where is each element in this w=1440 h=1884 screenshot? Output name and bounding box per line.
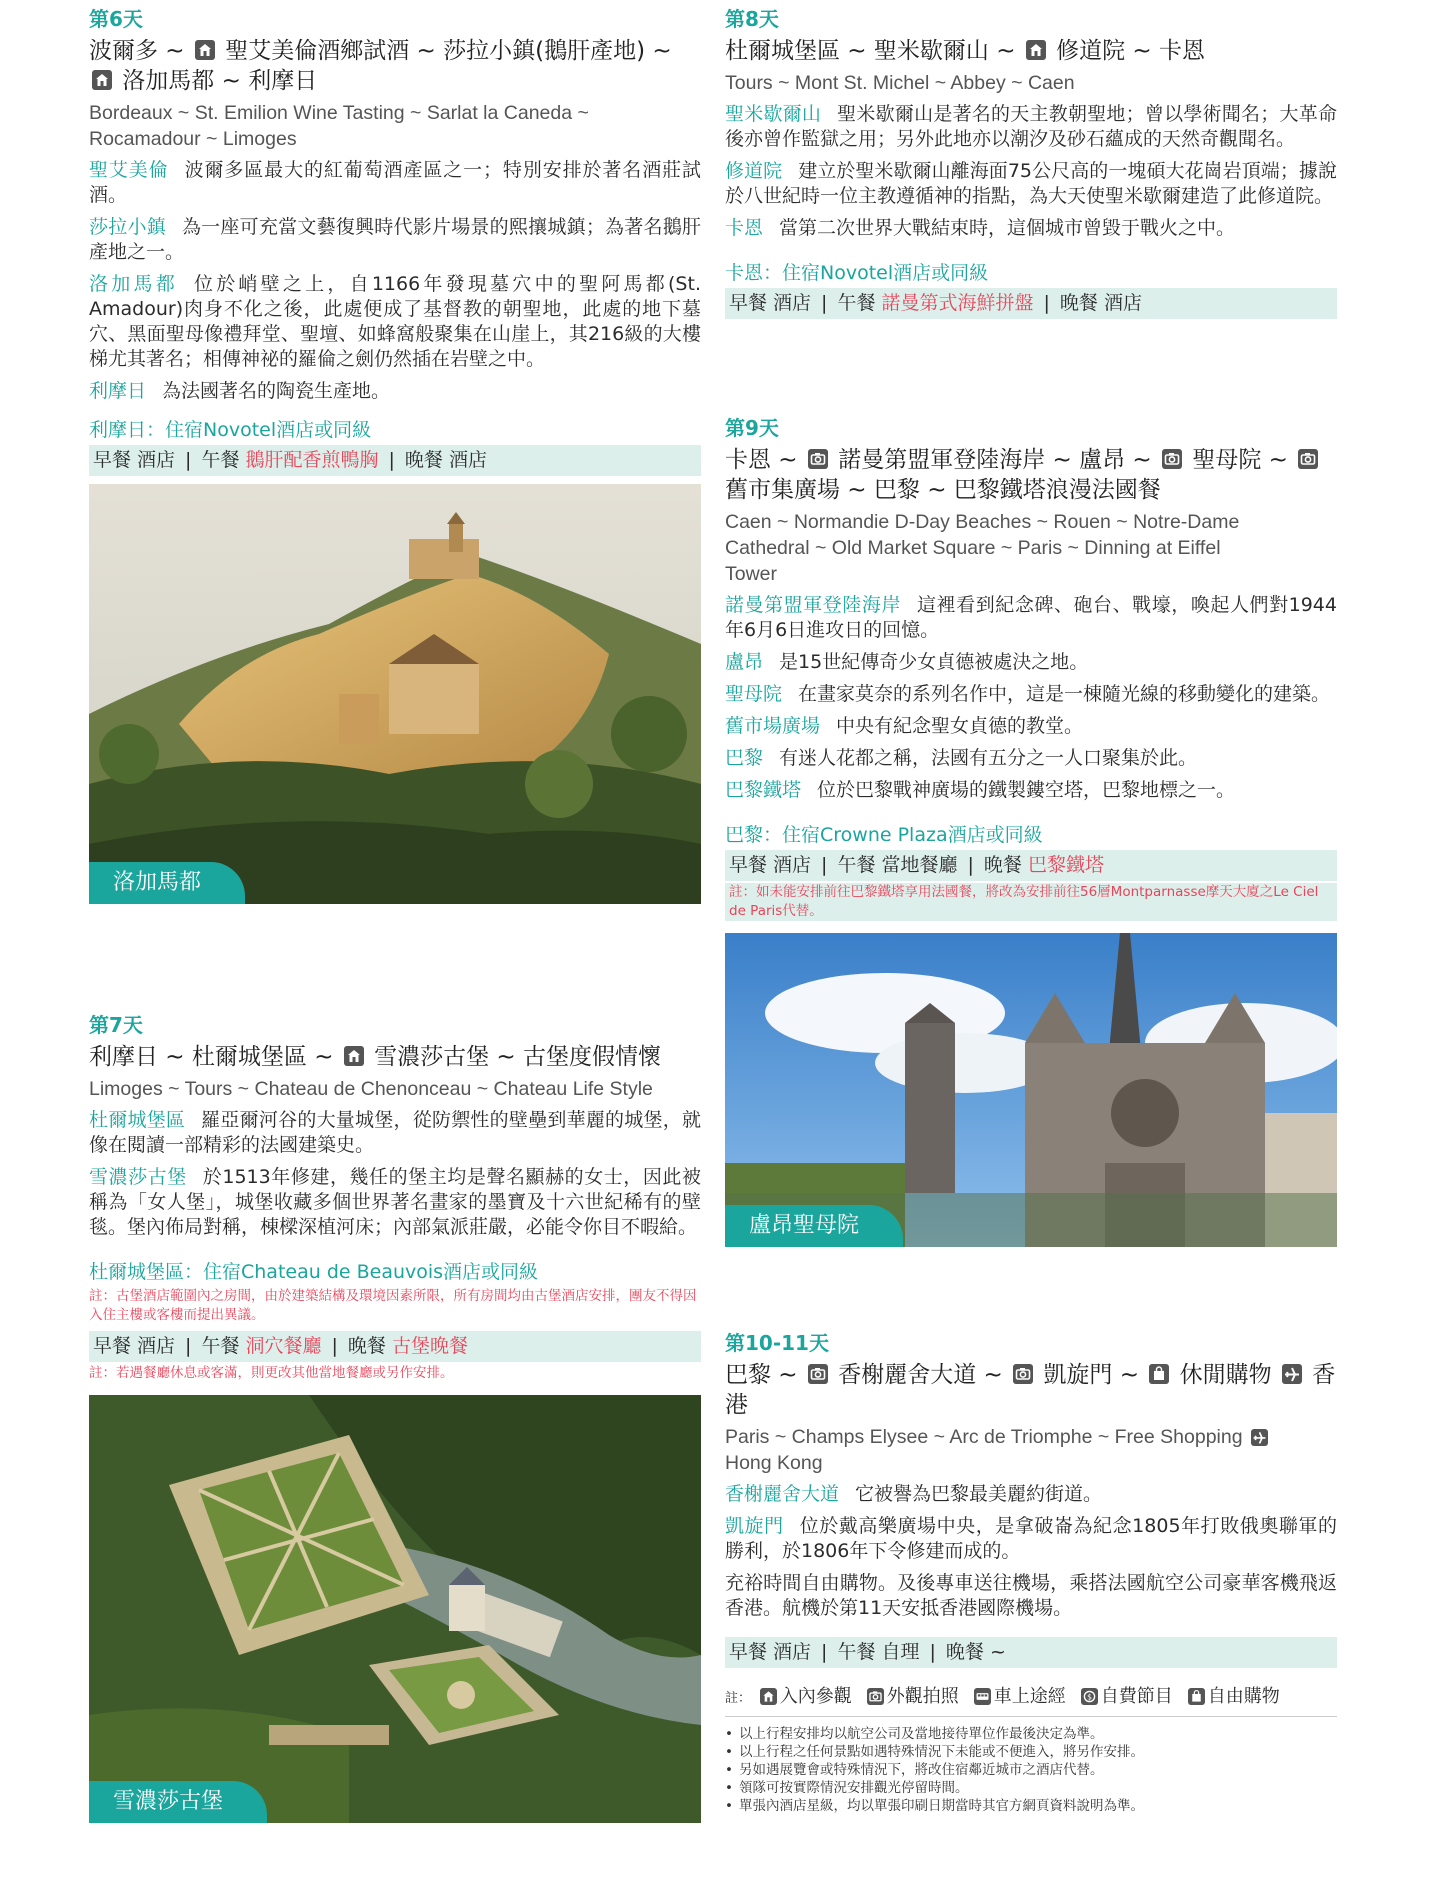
dinner: 晚餐 酒店	[404, 449, 487, 471]
route-segment: 卡恩 ~	[725, 447, 805, 473]
lunch: 午餐	[837, 292, 882, 314]
sight-description	[725, 159, 1337, 209]
house-icon	[1026, 40, 1046, 60]
legend-item	[757, 1686, 852, 1707]
day8-section	[725, 6, 1337, 319]
rouen-photo	[725, 933, 1337, 1247]
sight-text: 是15世紀傳奇少女貞德被處決之地。	[779, 651, 1089, 673]
route-segment: 修道院 ~ 卡恩	[1048, 38, 1206, 64]
footnote: • 領隊可按實際情況安排觀光停留時間。	[725, 1779, 1337, 1797]
sight-name: 巴黎	[725, 747, 764, 769]
day7-route	[89, 1042, 701, 1072]
house-icon	[195, 40, 215, 60]
day6-items	[89, 158, 701, 404]
route-segment: 波爾多 ~	[89, 38, 192, 64]
sight-text: 位於巴黎戰神廣場的鐵製鏤空塔，巴黎地標之一。	[817, 779, 1236, 801]
dinner: 晚餐 ~	[945, 1641, 1006, 1663]
sight-name: 盧昂	[725, 651, 764, 673]
camera-icon	[808, 1364, 828, 1384]
sight-name: 杜爾城堡區	[89, 1109, 186, 1131]
route-segment: 聖母院 ~	[1185, 447, 1296, 473]
sight-name: 莎拉小鎮	[89, 216, 166, 238]
camera-icon	[808, 449, 828, 469]
sight-name: 利摩日	[89, 380, 147, 402]
day7-title: 第7天	[89, 1013, 143, 1037]
day6-meals: 早餐 酒店 | 午餐 鵝肝配香煎鴨胸 | 晚餐 酒店	[89, 445, 701, 476]
lunch-highlight: 洞穴餐廳	[245, 1335, 322, 1357]
route-segment: 聖艾美倫酒鄉試酒 ~ 莎拉小鎮(鵝肝產地) ~	[217, 38, 672, 64]
photo-caption: 洛加馬都	[89, 862, 245, 904]
route-segment: 杜爾城堡區 ~ 聖米歇爾山 ~	[725, 38, 1023, 64]
sight-description	[725, 1514, 1337, 1564]
route-segment: 雪濃莎古堡 ~ 古堡度假情懷	[366, 1044, 662, 1070]
day9-stay: 巴黎：住宿Crowne Plaza酒店或同級	[725, 824, 1043, 846]
day8-stay: 卡恩：住宿Novotel酒店或同級	[725, 262, 989, 284]
sight-text: 充裕時間自由購物。及後專車送往機場，乘搭法國航空公司豪華客機飛返香港。航機於第11天安抵香港國際機場。	[725, 1572, 1337, 1619]
photo-caption: 雪濃莎古堡	[89, 1781, 267, 1823]
lunch-highlight: 鵝肝配香煎鴨胸	[245, 449, 379, 471]
footnote: • 單張內酒店星級，均以單張印刷日期當時其官方網頁資料說明為準。	[725, 1797, 1337, 1815]
footnote: • 以上行程之任何景點如遇特殊情況下未能或不便進入，將另作安排。	[725, 1743, 1337, 1761]
day10-title: 第10-11天	[725, 1331, 829, 1355]
sight-name: 巴黎鐵塔	[725, 779, 802, 801]
dinner: 晚餐	[983, 854, 1028, 876]
svg-text:$: $	[1086, 1692, 1092, 1702]
sight-text: 這裡看到紀念碑、砲台、戰壕，喚起人們對1944年6月6日進攻日的回憶。	[725, 594, 1337, 641]
route-segment: 舊市集廣場 ~ 巴黎 ~ 巴黎鐵塔浪漫法國餐	[725, 477, 1161, 503]
rouen-cathedral-image	[725, 933, 1337, 1247]
sight-text: 位於戴高樂廣場中央，是拿破崙為紀念1805年打敗俄奧聯軍的勝利，於1806年下令修建而成的。	[725, 1515, 1337, 1562]
day7-english-route: Limoges ~ Tours ~ Chateau de Chenonceau ~ Chateau Life Style	[89, 1078, 653, 1100]
sight-name: 香榭麗舍大道	[725, 1483, 840, 1505]
rocamadour-photo	[89, 484, 701, 904]
day7-section	[89, 1012, 701, 1823]
sight-description	[725, 714, 1337, 739]
sight-text: 有迷人花都之稱，法國有五分之一人口聚集於此。	[779, 747, 1198, 769]
sight-text: 羅亞爾河谷的大量城堡，從防禦性的壁壘到華麗的城堡，就像在閱讀一部精彩的法國建築史。	[89, 1109, 701, 1156]
day9-section	[725, 415, 1337, 1247]
camera-icon	[1162, 449, 1182, 469]
day6-route	[89, 36, 701, 96]
day9-meals: 早餐 酒店 | 午餐 當地餐廳 | 晚餐 巴黎鐵塔	[725, 850, 1337, 881]
day9-items	[725, 593, 1337, 803]
day7-meals: 早餐 酒店 | 午餐 洞穴餐廳 | 晚餐 古堡晚餐	[89, 1331, 701, 1362]
sight-text: 建立於聖米歇爾山離海面75公尺高的一塊碩大花崗岩頂端；據說於八世紀時一位主教遵循神的指點，為大天使聖米歇爾建造了此修道院。	[725, 160, 1337, 207]
route-segment: 香港	[725, 1362, 1336, 1418]
breakfast: 早餐 酒店	[93, 449, 176, 471]
rocamadour-image	[89, 484, 701, 904]
route-segment: 休閒購物	[1172, 1362, 1279, 1388]
route-segment: 香榭麗舍大道 ~	[830, 1362, 1011, 1388]
day6-english-route: Bordeaux ~ St. Emilion Wine Tasting ~ Sarlat la Caneda ~ Rocamadour ~ Limoges	[89, 102, 589, 150]
lunch: 午餐 當地餐廳	[837, 854, 958, 876]
sight-name: 雪濃莎古堡	[89, 1166, 187, 1188]
camera-icon	[1298, 449, 1318, 469]
day6-stay: 利摩日：住宿Novotel酒店或同級	[89, 419, 372, 441]
footnote: • 以上行程安排均以航空公司及當地接待單位作最後決定為準。	[725, 1725, 1337, 1743]
route-segment: 諾曼第盟軍登陸海岸 ~ 盧昂 ~	[830, 447, 1160, 473]
house-icon	[344, 1046, 364, 1066]
english-route-destination: Hong Kong	[725, 1452, 823, 1474]
day6-section	[89, 6, 701, 904]
shopping-bag-icon	[1149, 1364, 1169, 1384]
legend-text: 自由購物	[1207, 1686, 1280, 1707]
day10-section	[725, 1330, 1337, 1815]
lunch: 午餐	[201, 1335, 246, 1357]
bus-icon	[974, 1688, 991, 1705]
icon-legend	[725, 1680, 1337, 1717]
legend-text: 車上途經	[993, 1686, 1066, 1707]
day7-meals-note: 註：若遇餐廳休息或客滿，則更改其他當地餐廳或另作安排。	[89, 1365, 454, 1381]
sight-text: 於1513年修建，幾任的堡主均是聲名顯赫的女士，因此被稱為「女人堡」，城堡收藏多個世界著名畫家的墨寶及十六世紀稀有的壁毯。堡內佈局對稱，棟樑深植河床；內部氣派莊嚴，必能令你目不暇給。	[89, 1166, 701, 1238]
sight-description	[725, 102, 1337, 152]
sight-text: 為一座可充當文藝復興時代影片場景的熙攘城鎮；為著名鵝肝產地之一。	[89, 216, 701, 263]
sight-description	[725, 778, 1337, 803]
sight-text: 當第二次世界大戰結束時，這個城市曾毀于戰火之中。	[779, 217, 1236, 239]
breakfast: 早餐 酒店	[93, 1335, 176, 1357]
lunch-highlight: 諾曼第式海鮮拼盤	[881, 292, 1034, 314]
route-segment: 巴黎 ~	[725, 1362, 805, 1388]
sight-name: 聖米歇爾山	[725, 103, 822, 125]
house-icon	[92, 70, 112, 90]
legend-text: 外觀拍照	[886, 1686, 959, 1707]
sight-name: 聖艾美倫	[89, 159, 169, 181]
legend-item	[1185, 1686, 1280, 1707]
day9-meals-note: 註：如未能安排前往巴黎鐵塔享用法國餐，將改為安排前往56層Montparnasse摩天大廈之Le Ciel de Paris代替。	[725, 883, 1337, 921]
sight-text: 為法國著名的陶瓷生產地。	[162, 380, 391, 402]
day8-route	[725, 36, 1337, 66]
sight-description	[725, 746, 1337, 771]
day9-title: 第9天	[725, 416, 779, 440]
day8-title: 第8天	[725, 7, 779, 31]
sight-description	[725, 593, 1337, 643]
sight-text: 波爾多區最大的紅葡萄酒產區之一；特別安排於著名酒莊試酒。	[89, 159, 701, 206]
sight-name: 卡恩	[725, 217, 764, 239]
day10-english-route	[725, 1424, 1337, 1476]
breakfast: 早餐 酒店	[729, 1641, 812, 1663]
day8-items	[725, 102, 1337, 241]
sight-description	[725, 682, 1337, 707]
dollar-icon	[1081, 1688, 1098, 1705]
legend-items	[757, 1686, 1292, 1707]
shopping-bag-icon	[1188, 1688, 1205, 1705]
dinner-highlight: 巴黎鐵塔	[1027, 854, 1104, 876]
lunch: 午餐 自理	[837, 1641, 920, 1663]
chenonceau-image	[89, 1395, 701, 1823]
footnotes-list	[725, 1725, 1337, 1815]
day7-items	[89, 1108, 701, 1240]
day6-title: 第6天	[89, 7, 143, 31]
airplane-icon	[1282, 1364, 1302, 1384]
day10-route	[725, 1360, 1337, 1420]
sight-description	[89, 1108, 701, 1158]
chenonceau-photo	[89, 1395, 701, 1823]
footnote: • 另如遇展覽會或特殊情況下，將改住宿鄰近城市之酒店代替。	[725, 1761, 1337, 1779]
sight-name: 諾曼第盟軍登陸海岸	[725, 594, 902, 616]
camera-icon	[1013, 1364, 1033, 1384]
sight-name: 洛加馬都	[89, 273, 178, 295]
sight-description	[725, 1482, 1337, 1507]
sight-description	[89, 215, 701, 265]
day8-meals: 早餐 酒店 | 午餐 諾曼第式海鮮拼盤 | 晚餐 酒店	[725, 288, 1337, 319]
breakfast: 早餐 酒店	[729, 292, 812, 314]
sight-text: 聖米歇爾山是著名的天主教朝聖地；曾以學術聞名；大革命後亦曾作監獄之用；另外此地亦以潮汐及砂石蘊成的天然奇觀聞名。	[725, 103, 1337, 150]
day9-route	[725, 445, 1337, 505]
sight-name: 舊市場廣場	[725, 715, 821, 737]
day7-stay: 杜爾城堡區：住宿Chateau de Beauvois酒店或同級	[89, 1261, 539, 1283]
route-segment: 利摩日 ~ 杜爾城堡區 ~	[89, 1044, 341, 1070]
sight-name: 凱旋門	[725, 1515, 784, 1537]
camera-icon	[867, 1688, 884, 1705]
sight-description	[89, 272, 701, 372]
route-segment: 洛加馬都 ~ 利摩日	[115, 68, 318, 94]
sight-description	[89, 158, 701, 208]
legend-text: 自費節目	[1100, 1686, 1173, 1707]
breakfast: 早餐 酒店	[729, 854, 812, 876]
english-route-text: Paris ~ Champs Elysee ~ Arc de Triomphe ~ Free Shopping	[725, 1426, 1243, 1448]
sight-description	[725, 1571, 1337, 1621]
sight-text: 在畫家莫奈的系列名作中，這是一棟隨光線的移動變化的建築。	[798, 683, 1331, 705]
sight-description	[725, 650, 1337, 675]
legend-label: 註：	[725, 1691, 752, 1706]
day8-english-route: Tours ~ Mont St. Michel ~ Abbey ~ Caen	[725, 72, 1075, 94]
sight-text: 位於峭壁之上，自1166年發現墓穴中的聖阿馬都(St. Amadour)肉身不化之後，此處便成了基督教的朝聖地，此處的地下墓穴、黑面聖母像禮拜堂、聖壇、如蜂窩般聚集在山崖上，其216級的大樓梯尤其著名；相傳神祕的羅倫之劍仍然插在岩壁之中。	[89, 273, 701, 370]
dinner: 晚餐 酒店	[1059, 292, 1142, 314]
lunch: 午餐	[201, 449, 246, 471]
day10-items	[725, 1482, 1337, 1621]
sight-description	[89, 1165, 701, 1240]
day10-meals: 早餐 酒店 | 午餐 自理 | 晚餐 ~	[725, 1637, 1337, 1668]
sight-description	[725, 216, 1337, 241]
sight-text: 中央有紀念聖女貞德的教堂。	[836, 715, 1084, 737]
airplane-icon	[1251, 1429, 1268, 1446]
legend-item	[1078, 1686, 1173, 1707]
house-icon	[760, 1688, 777, 1705]
dinner-highlight: 古堡晚餐	[391, 1335, 468, 1357]
sight-text: 它被譽為巴黎最美麗約街道。	[855, 1483, 1103, 1505]
route-segment: 凱旋門 ~	[1036, 1362, 1147, 1388]
sight-name: 聖母院	[725, 683, 783, 705]
legend-item	[864, 1686, 959, 1707]
day7-stay-note: 註：古堡酒店範圍內之房間，由於建築結構及環境因素所限，所有房間均由古堡酒店安排，團友不得因入住主樓或客樓而提出異議。	[89, 1288, 697, 1323]
legend-text: 入內參觀	[779, 1686, 852, 1707]
day9-english-route: Caen ~ Normandie D-Day Beaches ~ Rouen ~ Notre-Dame Cathedral ~ Old Market Square ~ Paris ~ Dinning at Eiffel Tower	[725, 511, 1240, 585]
photo-caption: 盧昂聖母院	[725, 1205, 903, 1247]
sight-name: 修道院	[725, 160, 783, 182]
legend-item	[971, 1686, 1066, 1707]
sight-description	[89, 379, 701, 404]
dinner: 晚餐	[347, 1335, 392, 1357]
